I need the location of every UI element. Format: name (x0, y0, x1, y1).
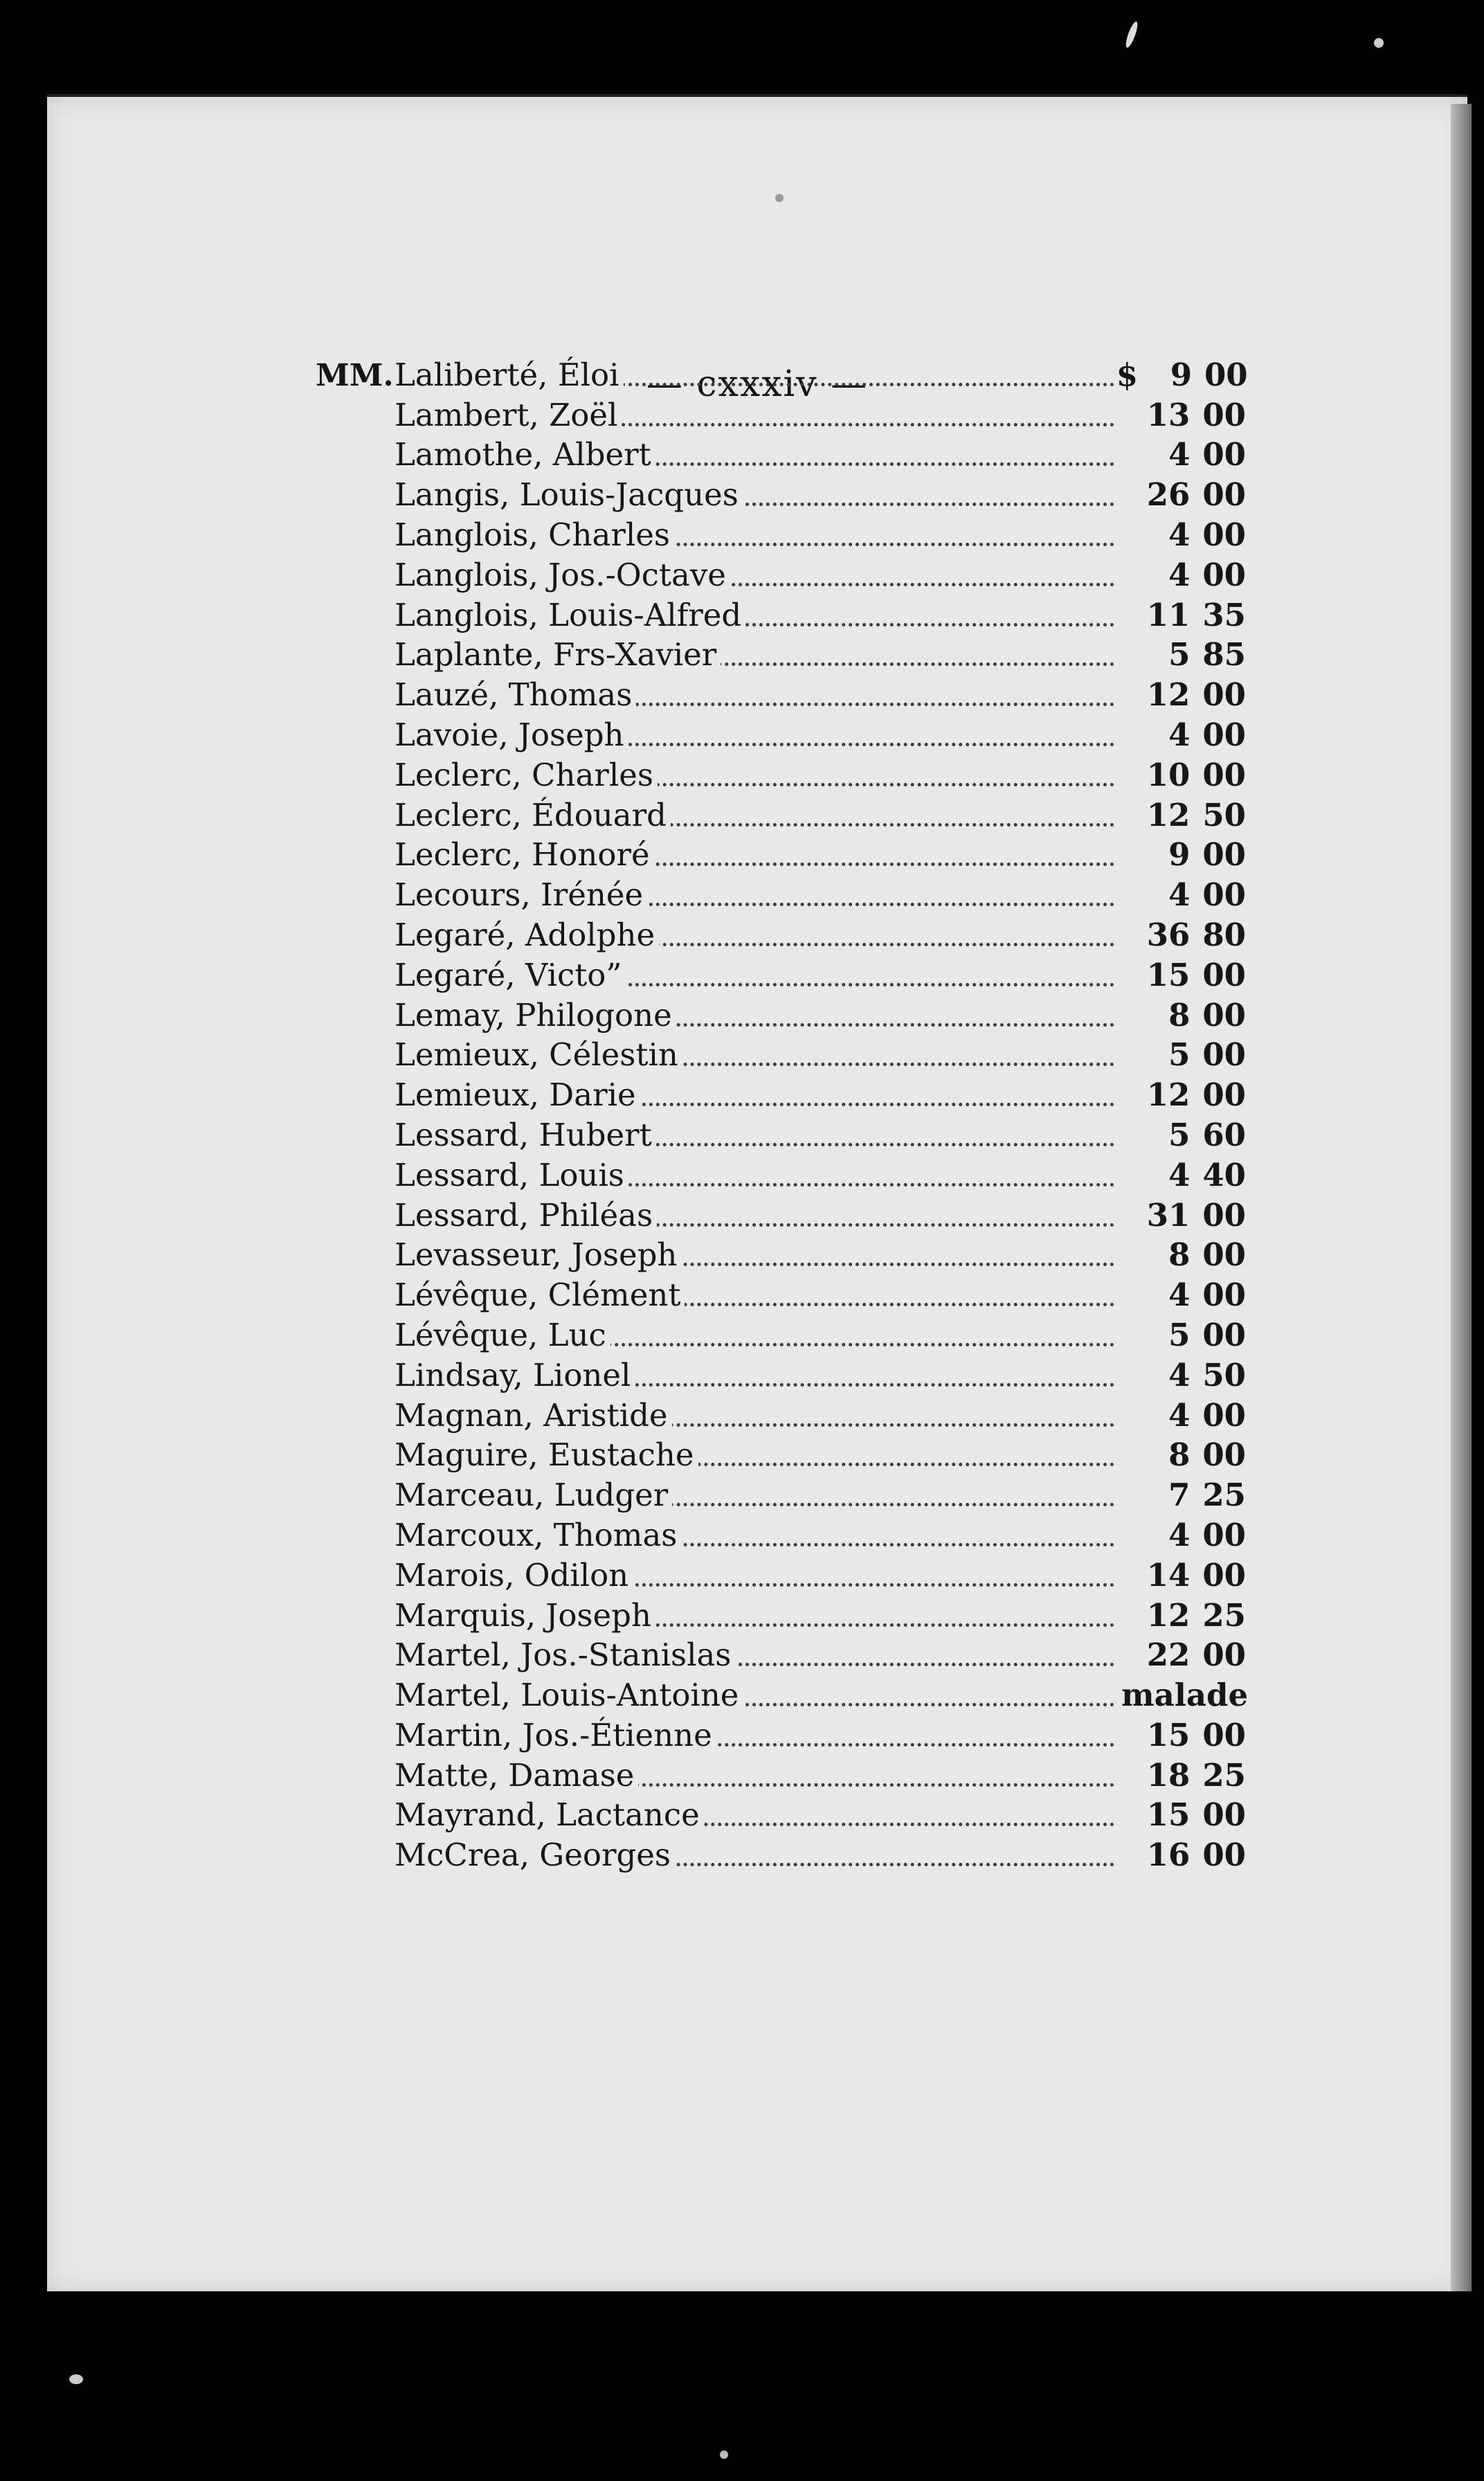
subscriber-name: Marcoux, Thomas (395, 1517, 681, 1553)
amount (1121, 1276, 1246, 1313)
amount (1121, 1677, 1249, 1714)
ledger-row (318, 556, 1246, 600)
amount (1121, 1837, 1246, 1873)
subscriber-name: Magnan, Aristide (395, 1397, 672, 1434)
subscriber-name: Lessard, Hubert (395, 1117, 656, 1153)
amount (1121, 676, 1246, 713)
ledger-row (318, 676, 1246, 720)
page-speck (775, 194, 784, 202)
amount (1121, 1036, 1246, 1073)
subscriber-name: Langlois, Charles (395, 516, 674, 553)
ledger-row (318, 596, 1246, 640)
ledger-row (318, 1356, 1246, 1400)
subscriber-name: Lambert, Zoël (395, 397, 622, 433)
amount-note: malade (1121, 1677, 1249, 1714)
subscriber-name: Lavoie, Joseph (395, 716, 628, 753)
amount-dollars: 14 (1146, 1556, 1191, 1594)
amount-dollars: 5 (1168, 1036, 1191, 1074)
amount-dollars: 11 (1146, 596, 1191, 633)
amount-cents: 80 (1202, 916, 1246, 953)
subscriber-name: Lemay, Philogone (395, 997, 676, 1034)
amount-cents: 00 (1202, 756, 1246, 793)
subscriber-name: Laliberté, Éloi (395, 357, 624, 393)
amount-dollars: 4 (1168, 1276, 1191, 1314)
page-right-edge (1451, 104, 1472, 2291)
ledger-row (318, 1156, 1246, 1200)
ledger-row (318, 1276, 1246, 1320)
amount (1121, 597, 1246, 633)
subscriber-name: Martin, Jos.-Étienne (395, 1717, 716, 1753)
subscriber-name: Marois, Odilon (395, 1557, 633, 1594)
subscriber-name: Legaré, Adolphe (395, 917, 659, 953)
ledger-row (318, 1477, 1246, 1520)
amount-dollars: 16 (1146, 1837, 1191, 1874)
ledger-row (318, 796, 1246, 840)
amount-dollars: 8 (1168, 1236, 1191, 1274)
ledger-row (318, 1396, 1246, 1441)
page-number-header: — cxxxiv — (646, 363, 869, 405)
amount-cents: 00 (1202, 876, 1246, 914)
scan-speck (1374, 38, 1384, 48)
ledger-row (318, 436, 1246, 480)
amount (1121, 957, 1246, 993)
amount (1121, 917, 1246, 953)
ledger-row (316, 356, 1248, 400)
amount (1121, 1597, 1246, 1634)
amount-cents: 00 (1202, 1396, 1246, 1434)
subscriber-name: Lessard, Philéas (395, 1197, 657, 1234)
amount (1121, 1117, 1246, 1153)
subscriber-name: Levasseur, Joseph (395, 1236, 681, 1273)
amount (1121, 1157, 1246, 1193)
amount-cents: 85 (1202, 636, 1246, 674)
amount-cents: 00 (1204, 356, 1248, 393)
amount (1121, 836, 1246, 873)
ledger-row (318, 1596, 1246, 1641)
subscriber-name: McCrea, Georges (395, 1837, 675, 1873)
amount (1121, 1517, 1246, 1553)
amount-cents: 00 (1202, 1516, 1246, 1553)
amount-dollars: 36 (1146, 916, 1191, 953)
subscriber-name: Lessard, Louis (395, 1157, 628, 1193)
amount-cents: 00 (1202, 556, 1246, 593)
amount (1121, 1357, 1246, 1393)
ledger-row (318, 756, 1246, 800)
subscriber-name: Leclerc, Édouard (395, 797, 671, 833)
scan-speck (720, 2451, 728, 2459)
honorific-prefix: MM. (316, 357, 394, 393)
amount-cents: 00 (1202, 1236, 1246, 1274)
amount-cents: 00 (1202, 1636, 1246, 1674)
amount-dollars: 4 (1168, 436, 1191, 473)
amount (1121, 636, 1246, 673)
amount (1121, 516, 1246, 553)
subscriber-name: Matte, Damase (395, 1757, 638, 1794)
scan-speck (69, 2374, 83, 2384)
amount (1121, 1796, 1246, 1833)
amount-cents: 00 (1202, 1436, 1246, 1474)
subscriber-name: Marquis, Joseph (395, 1597, 655, 1634)
amount (1121, 436, 1246, 473)
ledger-row (318, 1516, 1246, 1560)
subscriber-name: Langlois, Jos.-Octave (395, 557, 730, 593)
amount (1121, 757, 1246, 793)
amount-dollars: 9 (1170, 356, 1192, 393)
amount-cents: 00 (1202, 1716, 1246, 1753)
amount-dollars: 4 (1168, 876, 1191, 914)
ledger-row (318, 636, 1246, 680)
amount-dollars: 8 (1168, 996, 1191, 1034)
amount-cents: 35 (1202, 596, 1246, 633)
amount-cents: 00 (1202, 436, 1246, 473)
amount-dollars: 26 (1146, 476, 1191, 514)
amount-dollars: 31 (1146, 1196, 1191, 1234)
amount-dollars: 10 (1146, 756, 1191, 793)
amount-dollars: 7 (1168, 1477, 1191, 1514)
amount-dollars: 4 (1168, 516, 1191, 553)
amount-cents: 00 (1202, 1556, 1246, 1594)
ledger-row (318, 956, 1246, 1000)
amount-dollars: 18 (1146, 1756, 1191, 1794)
ledger-row (318, 996, 1246, 1040)
subscriber-name: Legaré, Victo” (395, 957, 626, 993)
amount-cents: 00 (1202, 1076, 1246, 1114)
subscriber-name: Lemieux, Darie (395, 1076, 640, 1113)
ledger-row (318, 1316, 1246, 1360)
subscriber-name: Laplante, Frs-Xavier (395, 636, 721, 673)
amount-cents: 00 (1202, 676, 1246, 714)
amount (1121, 997, 1246, 1034)
ledger-row (318, 1076, 1246, 1120)
amount (1121, 397, 1246, 433)
subscriber-name: Lévêque, Luc (395, 1317, 610, 1353)
ledger-row (318, 716, 1246, 760)
ledger-row (318, 1716, 1246, 1760)
amount-cents: 00 (1202, 396, 1246, 433)
dollar-sign: $ (1116, 356, 1138, 393)
subscriber-name: Martel, Louis-Antoine (395, 1677, 743, 1713)
ledger-row (318, 476, 1246, 520)
amount-cents: 00 (1202, 1036, 1246, 1074)
amount-cents: 60 (1202, 1116, 1246, 1153)
amount-cents: 00 (1202, 1196, 1246, 1234)
amount-dollars: 12 (1146, 1596, 1191, 1634)
amount-cents: 00 (1202, 1316, 1246, 1353)
amount (1121, 1236, 1246, 1273)
amount-cents: 00 (1202, 1276, 1246, 1314)
subscriber-name: Lemieux, Célestin (395, 1036, 682, 1073)
subscriber-name: Maguire, Eustache (395, 1436, 698, 1473)
ledger-row (318, 836, 1246, 881)
amount-dollars: 4 (1168, 1396, 1191, 1434)
ledger-row (318, 1556, 1246, 1600)
amount (1121, 1477, 1246, 1513)
amount-dollars: 4 (1168, 1156, 1191, 1193)
amount-cents: 00 (1202, 1837, 1246, 1874)
ledger-row (318, 1636, 1246, 1681)
amount-cents: 00 (1202, 716, 1246, 753)
amount-cents: 00 (1202, 476, 1246, 514)
subscription-ledger (316, 356, 1249, 1880)
amount-dollars: 13 (1146, 396, 1191, 433)
ledger-row (318, 1436, 1246, 1481)
ledger-row (318, 1036, 1246, 1081)
subscriber-name: Lindsay, Lionel (395, 1357, 635, 1393)
ledger-row (318, 1756, 1246, 1801)
amount (1121, 876, 1246, 913)
subscriber-name: Marceau, Ludger (395, 1477, 672, 1513)
amount-cents: 00 (1202, 996, 1246, 1034)
subscriber-name: Mayrand, Lactance (395, 1796, 704, 1833)
subscriber-name: Langis, Louis-Jacques (395, 476, 743, 513)
amount (1121, 1557, 1246, 1594)
amount-dollars: 9 (1168, 836, 1191, 874)
ledger-row (318, 1236, 1246, 1281)
amount-dollars: 12 (1146, 676, 1191, 714)
amount-dollars: 12 (1146, 1076, 1191, 1114)
amount-dollars: 4 (1168, 1516, 1191, 1553)
subscriber-name: Lecours, Irénée (395, 876, 647, 913)
amount (1121, 1197, 1246, 1234)
ledger-row (318, 396, 1246, 440)
ledger-row (318, 1796, 1246, 1841)
amount (1121, 476, 1246, 513)
amount (1121, 1436, 1246, 1473)
amount-dollars: 22 (1146, 1636, 1191, 1674)
amount-cents: 25 (1202, 1477, 1246, 1514)
amount (1121, 1717, 1246, 1753)
amount-cents: 40 (1202, 1156, 1246, 1193)
amount (1121, 1636, 1246, 1673)
amount (1121, 557, 1246, 593)
amount-cents: 50 (1202, 796, 1246, 833)
ledger-row (318, 1196, 1246, 1240)
ledger-row (318, 876, 1246, 920)
amount-cents: 00 (1202, 956, 1246, 993)
amount-dollars: 5 (1168, 1116, 1191, 1153)
amount-cents: 25 (1202, 1596, 1246, 1634)
subscriber-name: Martel, Jos.-Stanislas (395, 1636, 735, 1673)
amount-cents: 50 (1202, 1356, 1246, 1393)
subscriber-name: Leclerc, Charles (395, 757, 658, 793)
amount-dollars: 5 (1168, 1316, 1191, 1353)
subscriber-name: Lauzé, Thomas (395, 676, 636, 713)
amount-dollars: 15 (1146, 1716, 1191, 1753)
ledger-row (318, 1837, 1246, 1880)
amount (1116, 356, 1248, 393)
amount (1121, 716, 1246, 753)
amount (1121, 1757, 1246, 1794)
subscriber-name: Lévêque, Clément (395, 1276, 685, 1313)
ledger-row (318, 1116, 1246, 1160)
amount-cents: 00 (1202, 516, 1246, 553)
ledger-row (318, 516, 1246, 560)
ledger-row (318, 916, 1246, 960)
amount-dollars: 15 (1146, 1796, 1191, 1834)
subscriber-name: Leclerc, Honoré (395, 836, 654, 873)
amount-dollars: 4 (1168, 1356, 1191, 1393)
amount-dollars: 4 (1168, 716, 1191, 753)
amount (1121, 1397, 1246, 1434)
amount-dollars: 8 (1168, 1436, 1191, 1474)
amount (1121, 797, 1246, 833)
amount (1121, 1076, 1246, 1113)
ledger-row (318, 1677, 1249, 1720)
amount-dollars: 12 (1146, 796, 1191, 833)
amount-cents: 00 (1202, 836, 1246, 874)
amount-cents: 25 (1202, 1756, 1246, 1794)
subscriber-name: Langlois, Louis-Alfred (395, 597, 745, 633)
amount-dollars: 5 (1168, 636, 1191, 674)
amount-dollars: 4 (1168, 556, 1191, 593)
subscriber-name: Lamothe, Albert (395, 436, 655, 473)
amount-cents: 00 (1202, 1796, 1246, 1834)
amount-dollars: 15 (1146, 956, 1191, 993)
amount (1121, 1317, 1246, 1353)
